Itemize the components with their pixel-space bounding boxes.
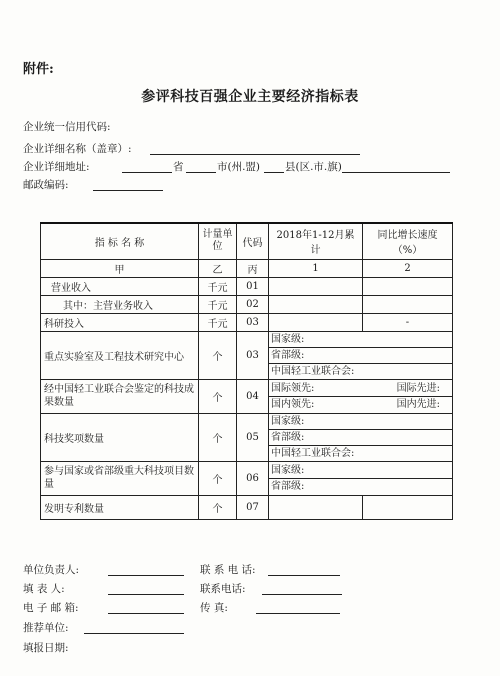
row-growth-cell[interactable] [363, 295, 453, 313]
header-unit: 计量单位 [199, 223, 237, 259]
row-code: 03 [237, 313, 269, 331]
phone2-field[interactable] [262, 594, 342, 595]
row-name: 参与国家或省部级重大科技项目数量 [41, 461, 199, 495]
row-unit: 千元 [199, 295, 237, 313]
page-title: 参评科技百强企业主要经济指标表 [141, 89, 359, 105]
index-unit: 乙 [199, 259, 237, 277]
sub-item: 省部级: [271, 480, 305, 492]
index-row [41, 259, 453, 277]
phone-label: 联 系 电 话: [200, 564, 256, 576]
row-cumulative-cell[interactable] [269, 495, 363, 519]
row-growth-cell[interactable] [363, 277, 453, 295]
table-row [41, 495, 453, 519]
row-code: 01 [237, 277, 269, 295]
sub-item: 中国轻工业联合会: [271, 365, 355, 377]
row-unit: 千元 [199, 313, 237, 331]
table-row [41, 461, 453, 495]
indicator-table [40, 222, 453, 520]
row-name: 营业收入 [41, 277, 199, 295]
row-detail-cell[interactable] [269, 331, 453, 379]
row-detail-cell[interactable] [269, 413, 453, 461]
row-cumulative-cell[interactable] [269, 277, 363, 295]
row-detail-cell[interactable] [269, 379, 453, 413]
row-name: 发明专利数量 [41, 495, 199, 519]
index-growth: 2 [363, 259, 453, 277]
row-unit: 个 [199, 413, 237, 461]
fax-label: 传 真: [200, 602, 228, 614]
header-growth: 同比增长速度（%） [363, 223, 453, 259]
address-detail-field[interactable] [342, 172, 450, 173]
row-unit: 个 [199, 331, 237, 379]
sub-item-pair [269, 381, 452, 397]
row-detail-cell[interactable] [269, 461, 453, 495]
filler-label: 填 表 人: [23, 583, 65, 595]
row-code: 07 [237, 495, 269, 519]
sub-item: 国家级: [269, 463, 452, 479]
sub-item: 中国轻工业联合会: [271, 447, 355, 459]
sub-item-pair [269, 397, 452, 412]
recommender-label: 推荐单位: [23, 622, 69, 634]
postal-code-label: 邮政编码: [23, 179, 69, 191]
row-growth-cell[interactable] [363, 495, 453, 519]
credit-code-label: 企业统一信用代码: [23, 121, 111, 133]
index-indicator: 甲 [41, 259, 199, 277]
city-field[interactable] [186, 172, 216, 173]
row-code: 03 [237, 331, 269, 379]
row-name: 科研投入 [41, 313, 199, 331]
row-code: 06 [237, 461, 269, 495]
recommender-field[interactable] [84, 633, 184, 634]
sub-item: 省部级: [269, 348, 452, 364]
manager-label: 单位负责人: [23, 564, 80, 576]
sub-item: 国家级: [269, 332, 452, 348]
row-unit: 个 [199, 461, 237, 495]
date-label: 填报日期: [23, 642, 69, 654]
table-row [41, 331, 453, 379]
phone-field[interactable] [268, 575, 340, 576]
sub-item: 国际领先: [271, 382, 315, 394]
manager-field[interactable] [108, 575, 184, 576]
sub-item: 国际先进: [396, 382, 440, 394]
row-unit: 千元 [199, 277, 237, 295]
fax-field[interactable] [256, 613, 340, 614]
row-name: 重点实验室及工程技术研究中心 [41, 331, 199, 379]
sub-item: 国家级: [269, 414, 452, 430]
address-label: 企业详细地址: [23, 161, 90, 173]
row-code: 05 [237, 413, 269, 461]
index-cumulative: 1 [269, 259, 363, 277]
table-row [41, 413, 453, 461]
table-header-row [41, 223, 453, 259]
row-name: 经中国轻工业联合会鉴定的科技成果数量 [41, 379, 199, 413]
row-growth-cell: - [363, 313, 453, 331]
province-field[interactable] [122, 172, 172, 173]
header-cumulative: 2018年1-12月累计 [269, 223, 363, 259]
email-label: 电 子 邮 箱: [23, 602, 79, 614]
row-unit: 个 [199, 495, 237, 519]
sub-item: 国内先进: [396, 398, 440, 410]
sub-item: 省部级: [269, 430, 452, 446]
row-cumulative-cell[interactable] [269, 295, 363, 313]
postal-code-field[interactable] [93, 190, 163, 191]
header-code: 代码 [237, 223, 269, 259]
filler-field[interactable] [108, 594, 184, 595]
city-label: 市(州.盟) [217, 161, 261, 173]
county-field[interactable] [264, 172, 284, 173]
email-field[interactable] [108, 613, 184, 614]
row-code: 04 [237, 379, 269, 413]
row-cumulative-cell[interactable] [269, 313, 363, 331]
province-label: 省 [173, 161, 184, 173]
table-row [41, 277, 453, 295]
index-code: 丙 [237, 259, 269, 277]
table-row [41, 379, 453, 413]
sub-item: 国内领先: [271, 398, 315, 410]
phone2-label: 联系电话: [200, 583, 246, 595]
attachment-label: 附件: [23, 62, 54, 77]
row-name: 科技奖项数量 [41, 413, 199, 461]
company-name-field[interactable] [150, 154, 360, 155]
row-unit: 个 [199, 379, 237, 413]
table-row [41, 313, 453, 331]
table-row [41, 295, 453, 313]
row-name: 其中：主营业务收入 [41, 295, 199, 313]
county-label: 县(区.市.旗) [285, 161, 342, 173]
header-indicator: 指 标 名 称 [41, 223, 199, 259]
company-name-label: 企业详细名称（盖章）: [23, 143, 132, 155]
row-code: 02 [237, 295, 269, 313]
